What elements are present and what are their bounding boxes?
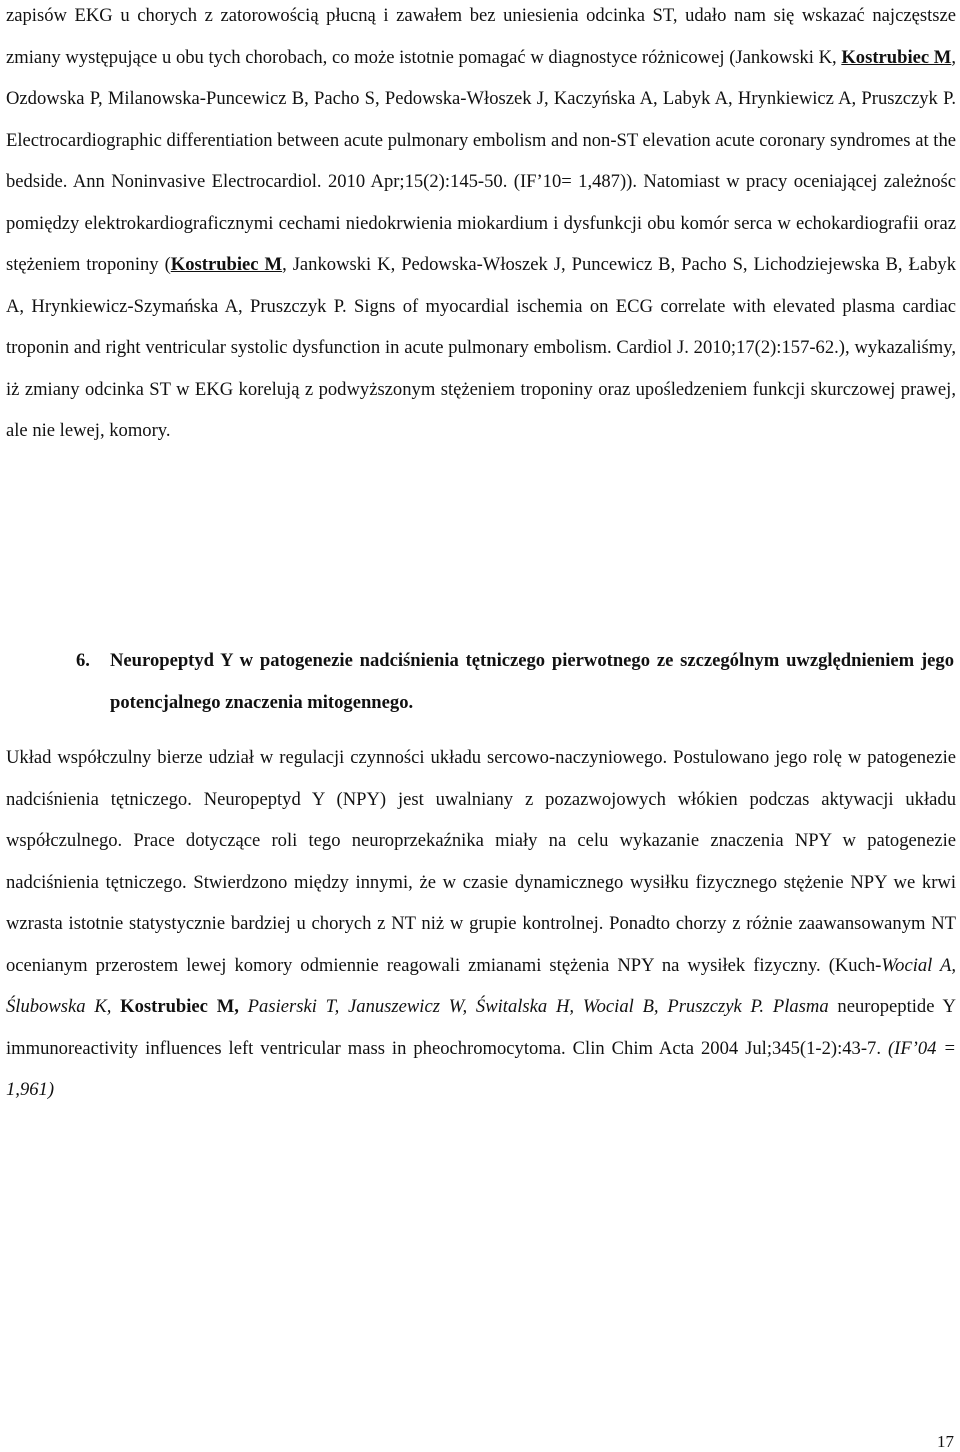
paragraph-text: Układ współczulny bierze udział w regulacji czynności układu sercowo-naczyniowego. Postulowano jego rolę w patogenezie nadciśnienia tętniczego. Neuropeptyd Y (NPY) jest uwalniany z pozazwojowych włókien podczas aktywacji układu współczulnego. Prace dotyczące roli tego neuroprzekaźnika miały na celu wykazanie znaczenia NPY w patogenezie nadciśnienia tętniczego. Stwierdzono między innymi, że w czasie dynamicznego wysiłku fizycznego stężenie NPY we krwi wzrasta istotnie statystycznie bardziej u chorych z NT niż w grupie kontrolnej. Ponadto chorzy z różnie zaawansowanym NT ocenianym przerostem lewej komory odmiennie reagowali zmianami stężenia NPY na wysiłek fizyczny. (Kuch- [6, 747, 956, 976]
paragraph-text: neuropeptide Y immunoreactivity influences left ventricular mass in pheochromocytoma. Clin Chim Acta 2004 Jul;345(1-2):43-7. [6, 996, 956, 1059]
author-highlight: Kostrubiec M, [120, 996, 239, 1017]
paragraph-ekg-studies [6, 0, 956, 452]
citation-italic: Wocial A, Ślubowska K, [6, 954, 956, 1017]
impact-factor: (IF’04 = 1,961) [6, 1037, 956, 1100]
page-number: 17 [937, 1432, 954, 1451]
citation-italic: Pasierski T, Januszewicz W, Świtalska H, Wocial B, Pruszczyk P. Plasma [238, 996, 829, 1017]
section-title: Neuropeptyd Y w patogenezie nadciśnienia tętniczego pierwotnego ze szczególnym uwzględnieniem jego potencjalnego znaczenia mitogennego. [110, 650, 954, 713]
author-highlight: Kostrubiec M [170, 254, 283, 275]
author-highlight: Kostrubiec M [841, 46, 952, 68]
section-number: 6. [76, 650, 90, 671]
paragraph-text: zapisów EKG u chorych z zatorowością płucną i zawałem bez uniesienia odcinka ST, udało nam się wskazać najczęstsze zmiany występujące u obu tych chorobach, co może istotnie pomagać w diagnostyce różnicowej (Jankowski K, [6, 5, 956, 68]
paragraph-npy [6, 737, 956, 1111]
paragraph-text: , Jankowski K, Pedowska-Włoszek J, Puncewicz B, Pacho S, Lichodziejewska B, Łabyk A, Hrynkiewicz-Szymańska A, Pruszczyk P. Signs of myocardial ischemia on ECG correlate with elevated plasma cardiac troponin and right ventricular systolic dysfunction in acute pulmonary embolism. Cardiol J. 2010;17(2):157-62.), wykazaliśmy, iż zmiany odcinka ST w EKG korelują z podwyższonym stężeniem troponiny oraz upośledzeniem funkcji skurczowej prawej, ale nie lewej, komory. [6, 254, 956, 441]
paragraph-text: , Ozdowska P, Milanowska-Puncewicz B, Pacho S, Pedowska-Włoszek J, Kaczyńska A, Labyk A, Hrynkiewicz A, Pruszczyk P. Electrocardiographic differentiation between acute pulmonary embolism and non-ST elevation acute coronary syndromes at the bedside. Ann Noninvasive Electrocardiol. 2010 Apr;15(2):145-50. (IF’10= 1,487)). Natomiast w pracy oceniającej zależnośc pomiędzy elektrokardiograficznymi cechami niedokrwienia miokardium i dysfunkcji obu komór serca w echokardiografii oraz stężeniem troponiny ( [6, 46, 957, 275]
